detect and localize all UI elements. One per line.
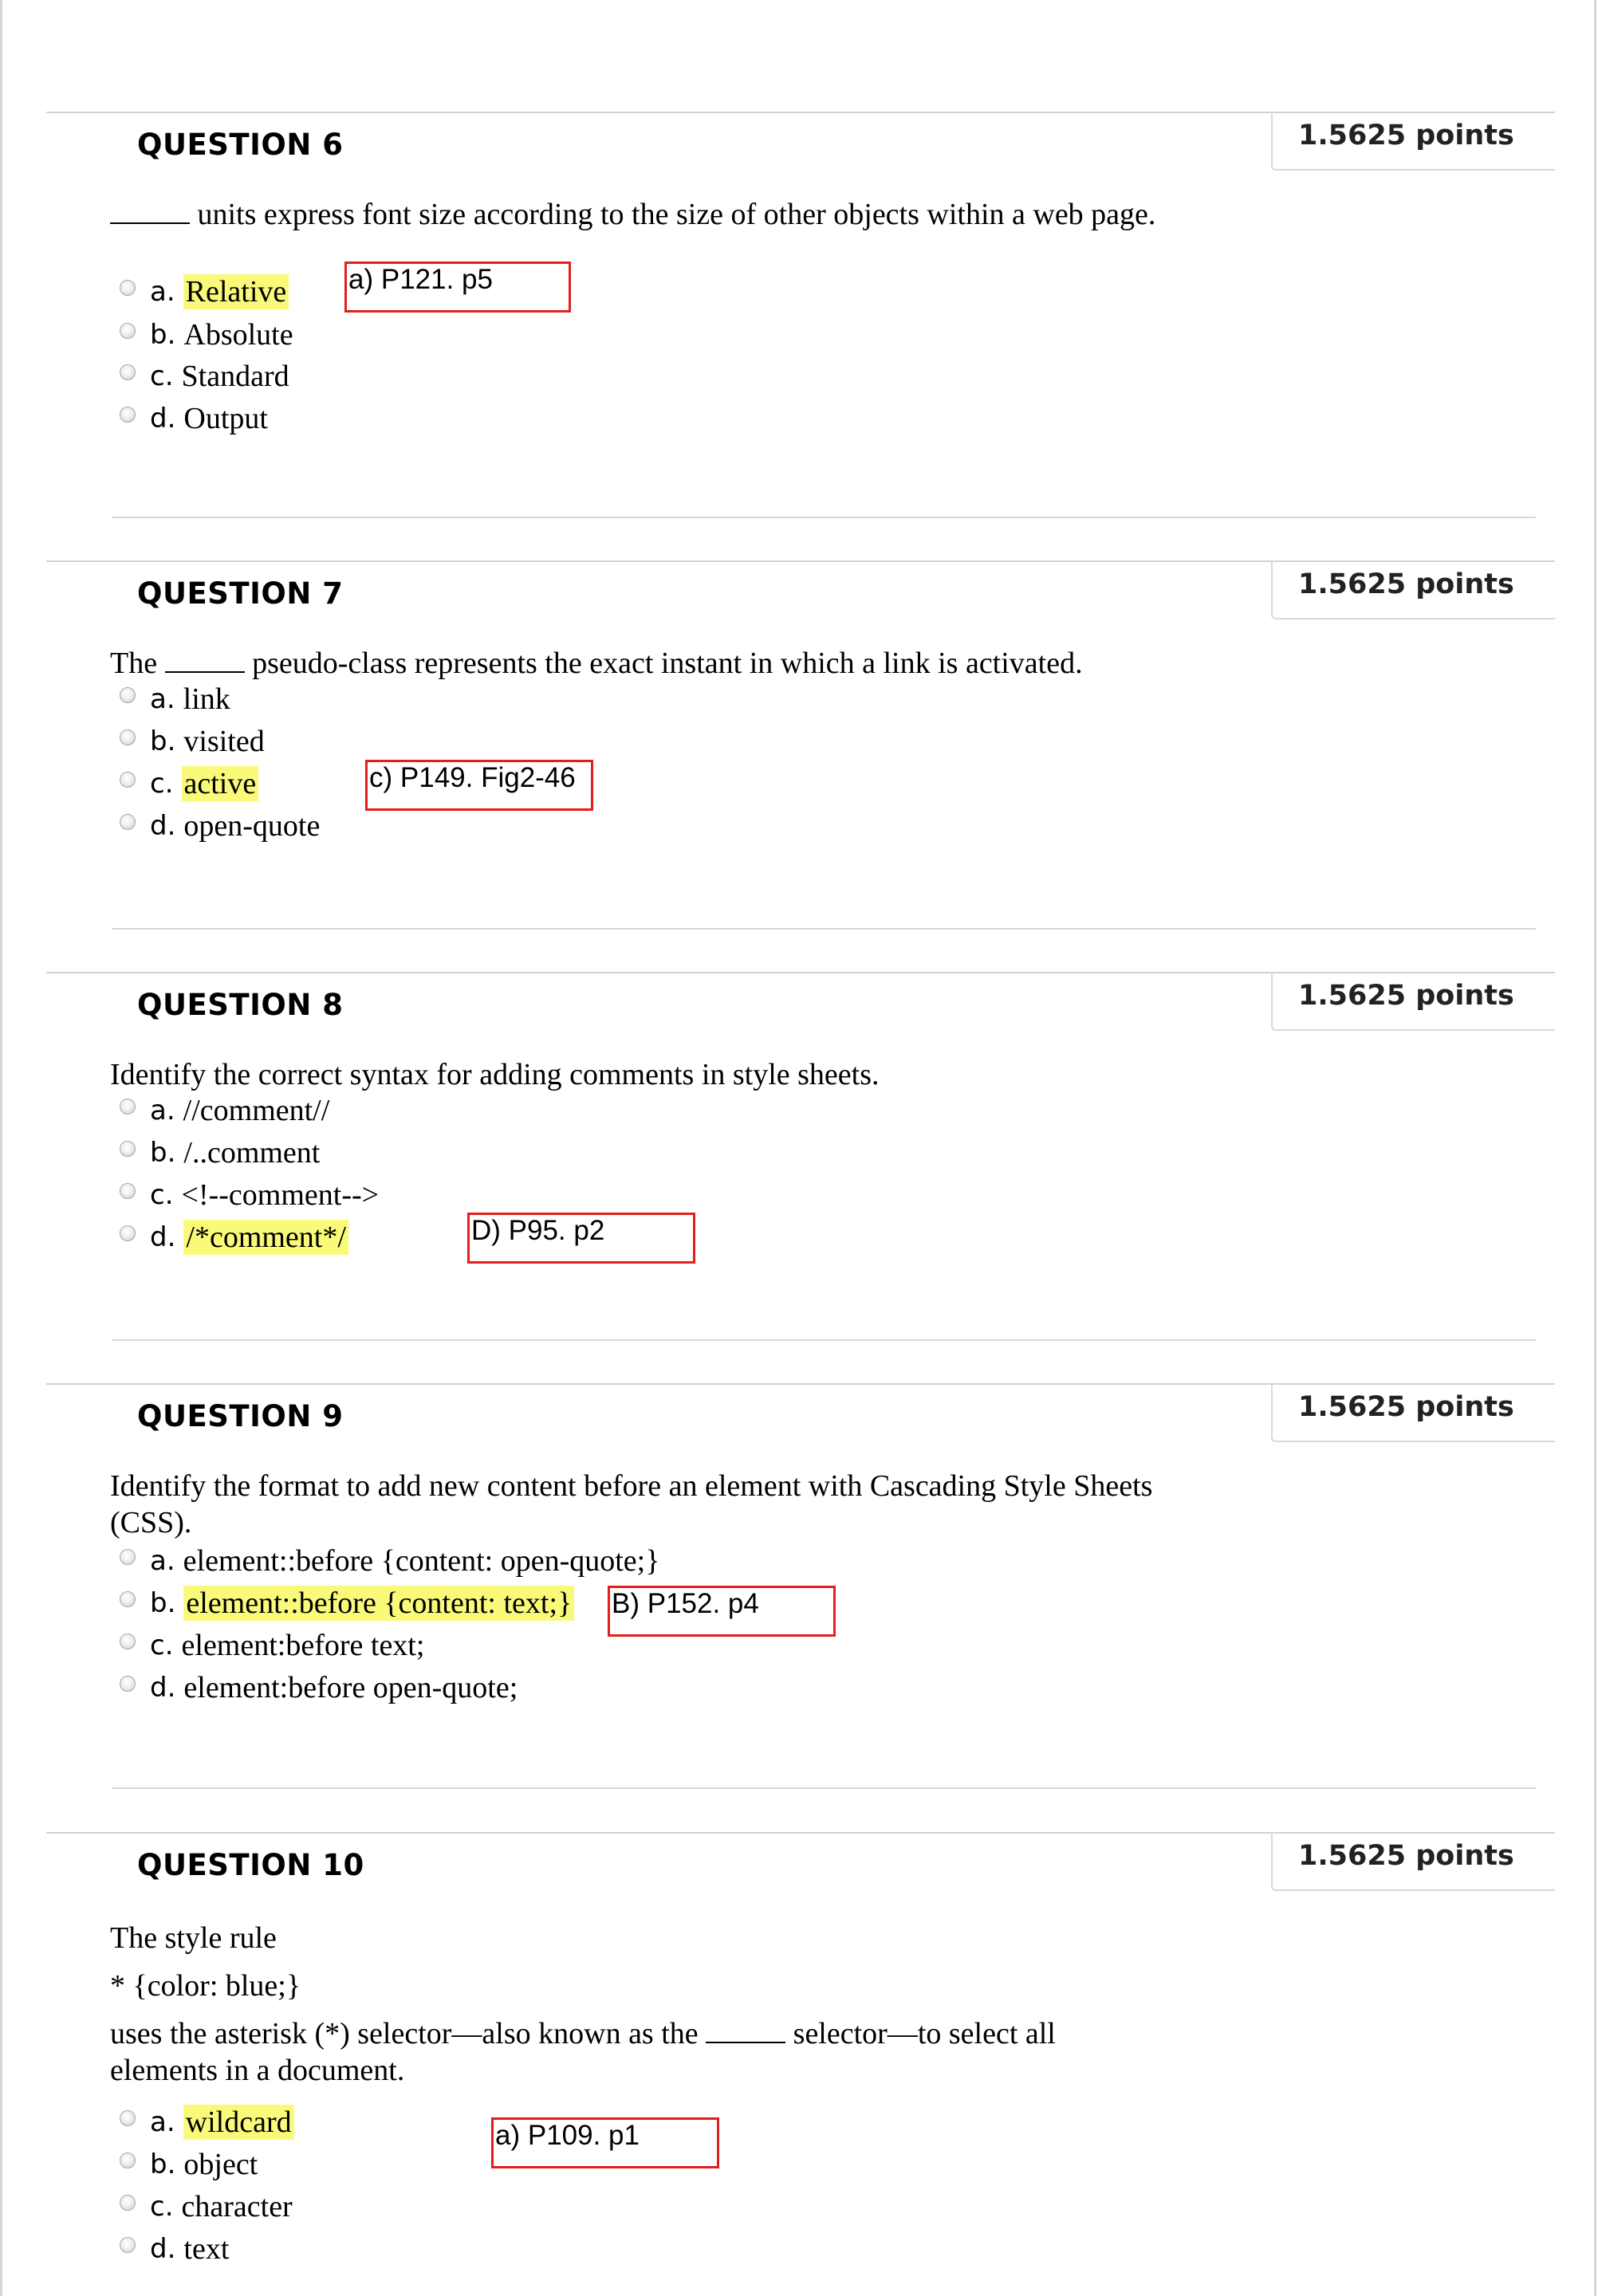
- option-c[interactable]: [120, 1626, 424, 1665]
- option-letter: c.: [150, 2191, 174, 2223]
- answer-annotation-box: a) P121. p5: [344, 261, 571, 313]
- radio-button[interactable]: [120, 729, 136, 745]
- radio-button[interactable]: [120, 364, 136, 380]
- option-letter: a.: [150, 1095, 175, 1126]
- question-separator: [112, 928, 1536, 930]
- option-text: element::before {content: text;}: [183, 1586, 574, 1621]
- question-9: [46, 1383, 1555, 1830]
- option-text: element::before {content: open-quote;}: [183, 1544, 660, 1578]
- points-badge: 1.5625 points: [1271, 1383, 1555, 1442]
- option-b[interactable]: [120, 722, 265, 761]
- answer-blank: [165, 647, 245, 673]
- question-separator: [112, 1787, 1536, 1789]
- option-letter: d.: [150, 403, 176, 434]
- option-letter: d.: [150, 810, 176, 842]
- option-d[interactable]: [120, 2230, 229, 2268]
- points-badge: 1.5625 points: [1271, 1832, 1555, 1891]
- option-letter: d.: [150, 1672, 176, 1704]
- radio-button[interactable]: [120, 1141, 136, 1157]
- option-text: text: [183, 2232, 230, 2266]
- answer-annotation-box: a) P109. p1: [491, 2117, 719, 2168]
- option-letter: a.: [150, 276, 175, 308]
- question-text-part: units express font size according to the size of other objects within a web page.: [190, 198, 1156, 231]
- option-text: link: [183, 682, 230, 716]
- radio-button[interactable]: [120, 814, 136, 830]
- option-text: active: [182, 766, 259, 801]
- option-text: <!--comment-->: [181, 1178, 380, 1212]
- option-a[interactable]: [120, 1091, 329, 1130]
- question-separator: [112, 517, 1536, 518]
- radio-button[interactable]: [120, 687, 136, 703]
- option-a[interactable]: [120, 1542, 659, 1580]
- question-text: [110, 645, 1242, 682]
- question-title: QUESTION 10: [137, 1848, 364, 1882]
- option-text: //comment//: [183, 1094, 330, 1127]
- option-d[interactable]: [120, 1218, 348, 1256]
- radio-button[interactable]: [120, 323, 136, 339]
- question-text: [110, 2015, 1163, 2089]
- option-letter: b.: [150, 725, 176, 757]
- question-text: Identify the format to add new content before an element with Cascading Style Sheets (CSS).: [110, 1469, 1153, 1539]
- option-text: open-quote: [183, 809, 321, 843]
- question-separator: [112, 1339, 1536, 1341]
- option-d[interactable]: [120, 1669, 518, 1707]
- option-c[interactable]: [120, 1176, 379, 1214]
- radio-button[interactable]: [120, 1634, 136, 1649]
- option-a[interactable]: [120, 680, 230, 718]
- radio-button[interactable]: [120, 407, 136, 423]
- radio-button[interactable]: [120, 772, 136, 788]
- option-a[interactable]: [120, 273, 289, 311]
- option-b[interactable]: [120, 316, 293, 354]
- points-badge: 1.5625 points: [1271, 972, 1555, 1031]
- radio-button[interactable]: [120, 2152, 136, 2168]
- answer-annotation-box: D) P95. p2: [467, 1213, 695, 1264]
- points-badge: 1.5625 points: [1271, 560, 1555, 619]
- question-text-line: The style rule: [110, 1921, 277, 1955]
- radio-button[interactable]: [120, 1225, 136, 1241]
- question-text-part: The: [110, 647, 165, 680]
- option-c[interactable]: [120, 357, 289, 395]
- answer-blank: [110, 199, 190, 224]
- radio-button[interactable]: [120, 1183, 136, 1199]
- radio-button[interactable]: [120, 1676, 136, 1692]
- option-b[interactable]: [120, 1584, 574, 1622]
- option-letter: c.: [150, 1630, 174, 1661]
- radio-button[interactable]: [120, 2110, 136, 2126]
- radio-button[interactable]: [120, 2237, 136, 2253]
- radio-button[interactable]: [120, 1549, 136, 1565]
- question-text-part: selector—to select all elements in a document.: [110, 2017, 1056, 2087]
- option-letter: c.: [150, 1179, 174, 1211]
- option-text: Standard: [181, 360, 289, 393]
- question-10: [46, 1832, 1555, 2286]
- option-letter: b.: [150, 1137, 176, 1169]
- option-d[interactable]: [120, 807, 320, 845]
- question-6: [46, 112, 1555, 526]
- option-a[interactable]: [120, 2103, 294, 2141]
- option-d[interactable]: [120, 399, 268, 438]
- question-7: [46, 560, 1555, 975]
- question-text-part: pseudo-class represents the exact instant in which a link is activated.: [244, 647, 1083, 680]
- answer-annotation-box: c) P149. Fig2-46: [365, 760, 593, 811]
- option-text: Relative: [183, 274, 289, 309]
- option-letter: b.: [150, 1587, 176, 1619]
- option-text: element:before open-quote;: [183, 1671, 518, 1704]
- option-c[interactable]: [120, 2188, 293, 2226]
- question-text: Identify the correct syntax for adding comments in style sheets.: [110, 1058, 880, 1091]
- option-letter: b.: [150, 2149, 176, 2180]
- option-letter: a.: [150, 2106, 175, 2138]
- answer-blank: [706, 2018, 785, 2043]
- question-text-part: uses the asterisk (*) selector—also known as the: [110, 2017, 707, 2050]
- option-text: wildcard: [183, 2105, 294, 2140]
- question-title: QUESTION 6: [137, 128, 344, 162]
- radio-button[interactable]: [120, 280, 136, 296]
- option-text: /*comment*/: [183, 1220, 348, 1255]
- option-b[interactable]: [120, 2145, 258, 2184]
- option-text: /..comment: [183, 1136, 321, 1170]
- question-title: QUESTION 7: [137, 576, 344, 611]
- question-title: QUESTION 9: [137, 1399, 344, 1433]
- radio-button[interactable]: [120, 1099, 136, 1115]
- option-b[interactable]: [120, 1134, 320, 1172]
- option-letter: b.: [150, 319, 176, 351]
- option-text: Absolute: [183, 318, 293, 352]
- points-badge: 1.5625 points: [1271, 112, 1555, 171]
- option-letter: d.: [150, 2233, 176, 2265]
- radio-button[interactable]: [120, 1591, 136, 1607]
- radio-button[interactable]: [120, 2195, 136, 2211]
- answer-annotation-box: B) P152. p4: [608, 1586, 836, 1637]
- option-letter: c.: [150, 768, 174, 800]
- option-letter: a.: [150, 1545, 175, 1577]
- option-text: visited: [183, 725, 265, 758]
- option-c[interactable]: [120, 765, 258, 803]
- question-8: [46, 972, 1555, 1386]
- option-text: object: [183, 2148, 258, 2181]
- question-code-line: * {color: blue;}: [110, 1969, 301, 2003]
- option-letter: a.: [150, 683, 175, 715]
- question-text: [110, 196, 1179, 233]
- option-text: Output: [183, 402, 268, 435]
- option-text: character: [181, 2190, 293, 2223]
- option-letter: d.: [150, 1221, 176, 1253]
- option-letter: c.: [150, 360, 174, 392]
- option-text: element:before text;: [181, 1629, 425, 1662]
- question-title: QUESTION 8: [137, 988, 344, 1022]
